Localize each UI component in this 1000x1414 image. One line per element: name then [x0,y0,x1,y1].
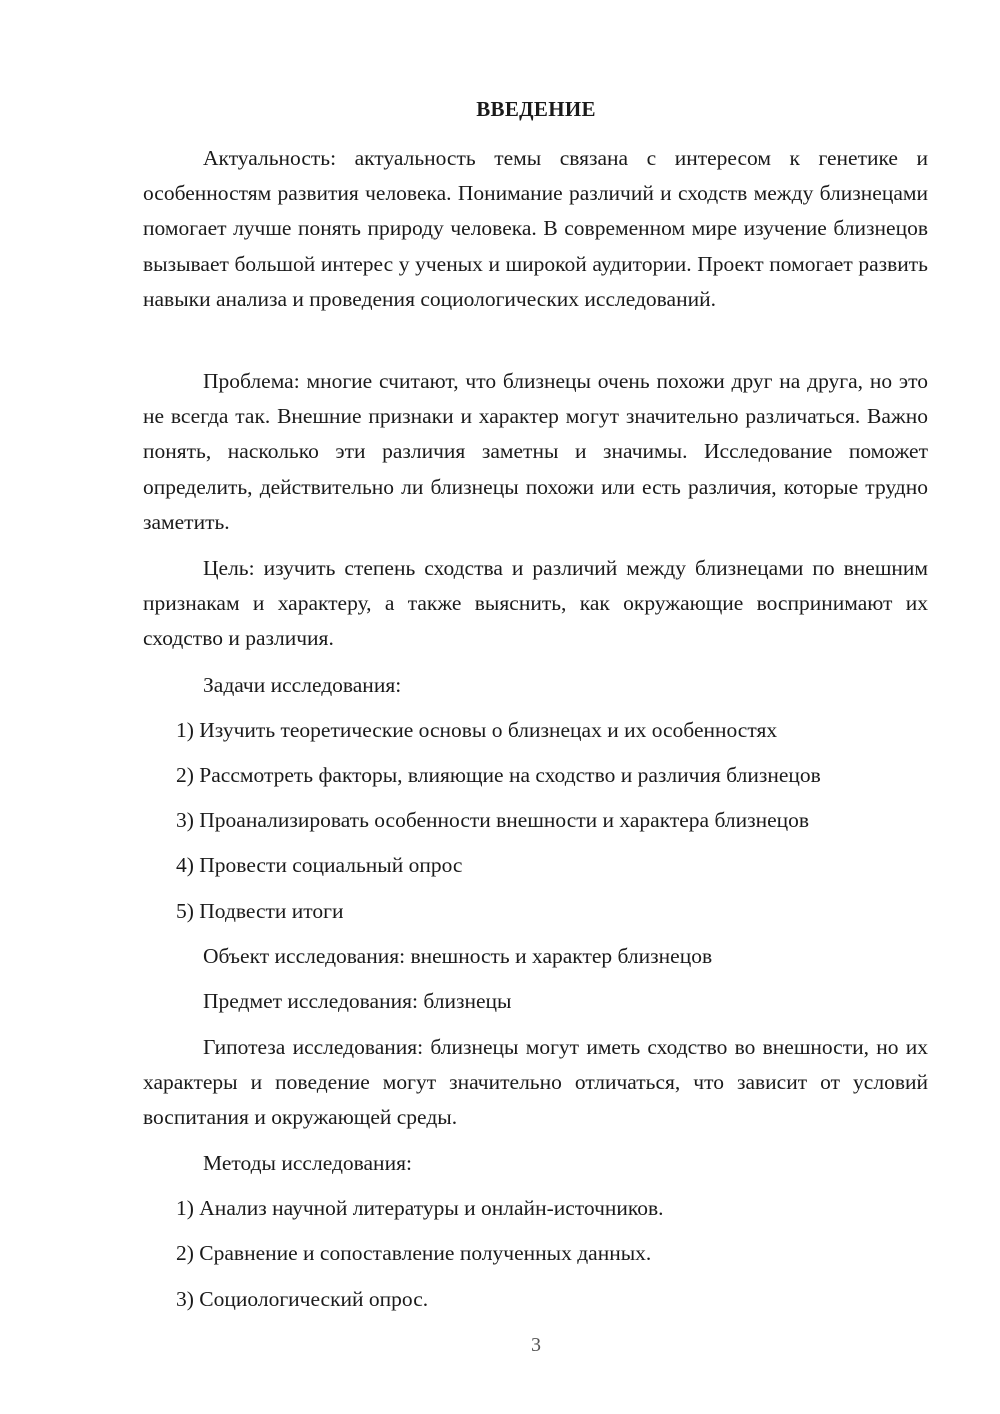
goal-paragraph: Цель: изучить степень сходства и различий между близнецами по внешним признакам и характеру, а также выяснить, как окружающие воспринимают их сходство и различия. [143,556,928,651]
methods-heading: Методы исследования: [203,1151,412,1175]
method-item: 1) Анализ научной литературы и онлайн-источников. [176,1196,664,1220]
problem-paragraph: Проблема: многие считают, что близнецы очень похожи друг на друга, но это не всегда так. Внешние признаки и характер могут значительно различаться. Важно понять, насколько эти различия заметны и значимы. Исследование поможет определить, действительно ли близнецы похожи или есть различия, которые трудно заметить. [143,369,928,534]
method-item: 3) Социологический опрос. [176,1287,429,1311]
task-item: 2) Рассмотреть факторы, влияющие на сходство и различия близнецов [176,763,821,787]
task-item: 3) Проанализировать особенности внешности и характера близнецов [176,808,810,832]
page-number: 3 [531,1334,541,1356]
task-item: 1) Изучить теоретические основы о близнецах и их особенностях [176,718,778,742]
task-item: 5) Подвести итоги [176,899,344,923]
tasks-heading: Задачи исследования: [203,673,402,697]
relevance-paragraph: Актуальность: актуальность темы связана с интересом к генетике и особенностям развития человека. Понимание различий и сходств между близнецами помогает лучше понять природу человека. В современном мире изучение близнецов вызывает большой интерес у ученых и широкой аудитории. Проект помогает развить навыки анализа и проведения социологических исследований. [143,146,928,311]
task-item: 4) Провести социальный опрос [176,853,463,877]
research-object: Объект исследования: внешность и характер близнецов [203,944,713,968]
research-subject: Предмет исследования: близнецы [203,989,512,1013]
method-item: 2) Сравнение и сопоставление полученных данных. [176,1241,652,1265]
page-title: ВВЕДЕНИЕ [476,97,596,121]
hypothesis-paragraph: Гипотеза исследования: близнецы могут иметь сходство во внешности, но их характеры и поведение могут значительно отличаться, что зависит от условий воспитания и окружающей среды. [143,1035,928,1130]
